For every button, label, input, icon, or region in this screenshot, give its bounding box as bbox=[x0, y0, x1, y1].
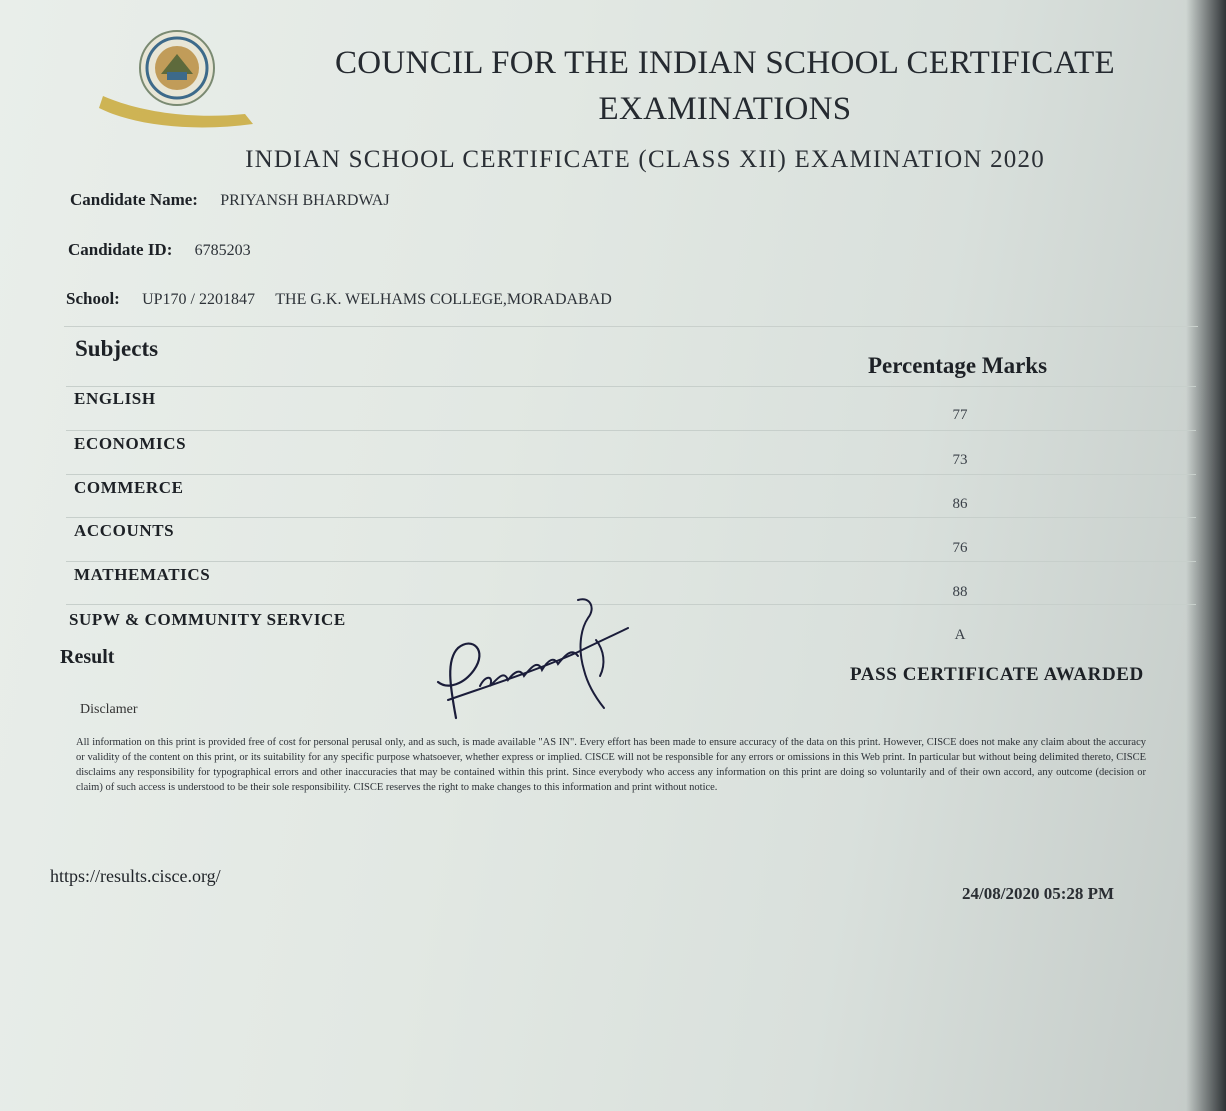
candidate-id-label: Candidate ID: bbox=[68, 240, 173, 259]
result-value: PASS CERTIFICATE AWARDED bbox=[850, 664, 1144, 685]
table-row-marks: 76 bbox=[952, 540, 968, 556]
table-row-subject: SUPW & COMMUNITY SERVICE bbox=[69, 610, 346, 629]
subjects-header: Subjects bbox=[75, 336, 159, 361]
table-row-subject: ENGLISH bbox=[74, 389, 156, 408]
exam-name: INDIAN SCHOOL CERTIFICATE (CLASS XII) EXAMINATION 2020 bbox=[245, 146, 1045, 173]
council-title-line2: EXAMINATIONS bbox=[598, 91, 852, 127]
council-title-line1: COUNCIL FOR THE INDIAN SCHOOL CERTIFICATE bbox=[334, 45, 1116, 81]
print-timestamp: 24/08/2020 05:28 PM bbox=[962, 884, 1115, 903]
table-row-marks: 86 bbox=[952, 496, 968, 512]
candidate-id-row bbox=[68, 240, 251, 260]
school-row bbox=[66, 289, 612, 309]
candidate-name-value: PRIYANSH BHARDWAJ bbox=[220, 192, 390, 209]
table-row-subject: COMMERCE bbox=[74, 478, 184, 497]
candidate-id-value: 6785203 bbox=[194, 242, 251, 259]
council-title bbox=[320, 40, 1130, 132]
results-url: https://results.cisce.org/ bbox=[50, 866, 221, 886]
cisce-emblem-icon bbox=[95, 28, 260, 138]
candidate-name-row bbox=[70, 190, 390, 210]
table-row-subject: ECONOMICS bbox=[74, 434, 187, 453]
disclaimer-title: Disclamer bbox=[80, 702, 138, 717]
table-row-marks: 73 bbox=[952, 452, 968, 468]
table-divider bbox=[66, 474, 1196, 475]
table-row-marks: 88 bbox=[952, 584, 968, 600]
table-row-marks: A bbox=[954, 627, 966, 643]
table-divider bbox=[66, 517, 1196, 518]
candidate-name-label: Candidate Name: bbox=[70, 190, 198, 209]
school-code: UP170 / 2201847 bbox=[142, 291, 255, 308]
table-row-marks: 77 bbox=[952, 407, 968, 423]
school-label: School: bbox=[66, 289, 120, 308]
table-divider bbox=[66, 430, 1196, 431]
marks-header: Percentage Marks bbox=[868, 353, 1048, 378]
result-label: Result bbox=[60, 646, 115, 668]
table-divider bbox=[66, 386, 1196, 387]
disclaimer-text: All information on this print is provided free of cost for personal perusal only, and as such, is made available "AS IN". Every effort has been made to ensure accuracy of the data on this print. However, CISCE does not make any claim about the accuracy or validity of the content on this print, or its suitability for any specific purpose whatsoever, whether express or implied. CISCE will not be responsible for any errors or omissions in this Web print. In particular but without being delimited thereto, CISCE disclaims any responsibility for typographical errors and other inaccuracies that may be contained within this print. Since everybody who access any information on this print are doing so voluntarily and of their own accord, any outcome (decision or claim) of such access is understood to be their sole responsibility. CISCE reserves the right to make changes to this information and print without notice. bbox=[76, 737, 1146, 793]
school-name: THE G.K. WELHAMS COLLEGE,MORADABAD bbox=[275, 291, 612, 308]
table-row-subject: MATHEMATICS bbox=[74, 565, 211, 584]
table-divider bbox=[66, 561, 1196, 562]
handwritten-signature-icon bbox=[428, 590, 638, 730]
table-row-subject: ACCOUNTS bbox=[74, 521, 175, 540]
